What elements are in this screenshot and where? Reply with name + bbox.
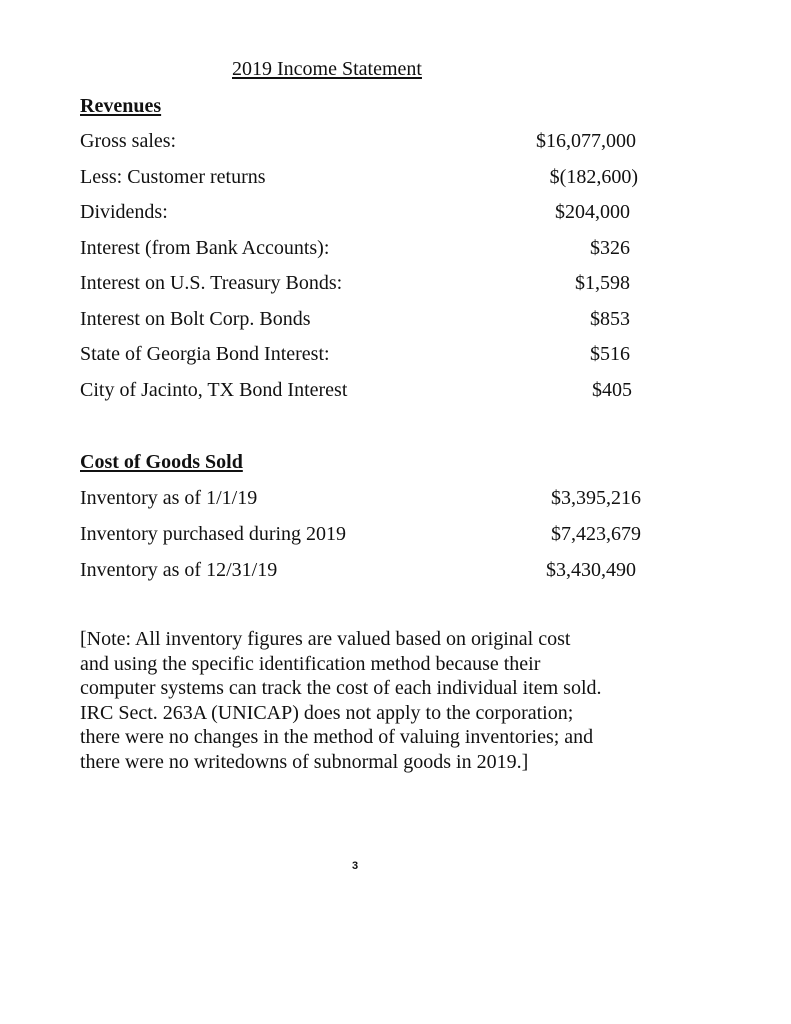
revenue-row [80, 130, 720, 156]
revenue-label: City of Jacinto, TX Bond Interest [80, 379, 348, 401]
revenue-label: Gross sales: [80, 130, 177, 152]
revenue-label: State of Georgia Bond Interest: [80, 343, 330, 365]
note-line: there were no writedowns of subnormal goods in 2019.] [80, 750, 529, 773]
revenue-value: $204,000 [555, 201, 630, 223]
cogs-row [80, 487, 720, 513]
revenue-label: Dividends: [80, 201, 168, 223]
revenue-row [80, 237, 720, 263]
revenue-label: Interest on Bolt Corp. Bonds [80, 308, 311, 330]
revenue-value: $516 [590, 343, 630, 365]
revenue-value: $(182,600) [549, 166, 638, 188]
revenue-value: $405 [592, 379, 632, 401]
note-line: and using the specific identification method because their [80, 652, 541, 675]
revenue-value: $853 [590, 308, 630, 330]
cogs-label: Inventory as of 12/31/19 [80, 559, 278, 581]
revenue-value: $1,598 [575, 272, 630, 294]
revenue-label: Less: Customer returns [80, 166, 266, 188]
revenues-heading: Revenues [80, 95, 162, 117]
revenue-row [80, 308, 720, 334]
inventory-note [80, 627, 660, 774]
revenue-label: Interest (from Bank Accounts): [80, 237, 330, 259]
revenue-row [80, 272, 720, 298]
cogs-label: Inventory purchased during 2019 [80, 523, 347, 545]
note-line: [Note: All inventory figures are valued based on original cost [80, 628, 571, 650]
cogs-value: $3,430,490 [546, 559, 636, 581]
revenue-row [80, 343, 720, 369]
page-title: 2019 Income Statement [232, 58, 422, 80]
revenue-row [80, 379, 720, 405]
cogs-value: $7,423,679 [551, 523, 641, 545]
revenue-label: Interest on U.S. Treasury Bonds: [80, 272, 343, 294]
page-number: 3 [352, 860, 359, 872]
note-line: there were no changes in the method of valuing inventories; and [80, 726, 594, 748]
cogs-heading: Cost of Goods Sold [80, 451, 243, 473]
cogs-value: $3,395,216 [551, 487, 641, 509]
revenue-value: $326 [590, 237, 630, 259]
note-line: computer systems can track the cost of each individual item sold. [80, 677, 602, 699]
note-line: IRC Sect. 263A (UNICAP) does not apply to the corporation; [80, 701, 574, 724]
revenue-value: $16,077,000 [536, 130, 636, 152]
cogs-row [80, 559, 720, 585]
revenue-row [80, 166, 720, 192]
revenue-row [80, 201, 720, 227]
cogs-label: Inventory as of 1/1/19 [80, 487, 258, 509]
cogs-row [80, 523, 720, 549]
